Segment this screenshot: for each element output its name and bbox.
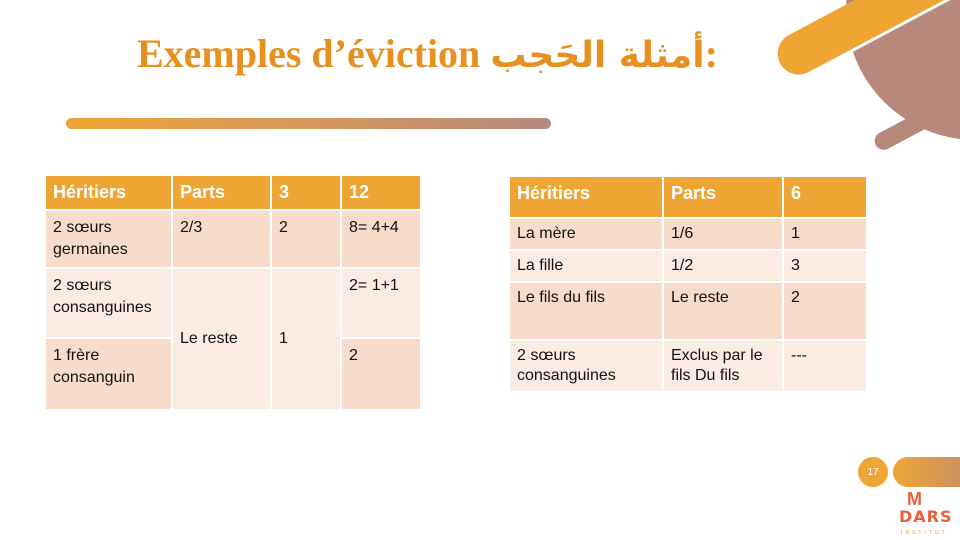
- table-row: [46, 211, 420, 267]
- header-parts: Parts: [664, 177, 782, 217]
- table-row: [510, 219, 866, 249]
- table-left: [44, 174, 422, 411]
- header-heritiers: Héritiers: [46, 176, 171, 209]
- title-french: Exemples d’éviction: [137, 31, 491, 76]
- decorative-circle: [846, 0, 960, 140]
- cell-part: Exclus par le fils Du fils: [664, 341, 782, 391]
- header-heritiers: Héritiers: [510, 177, 662, 217]
- logo-name: DARS: [899, 507, 953, 526]
- table-row: [510, 283, 866, 339]
- title-colon: :: [704, 31, 718, 76]
- table-row: [510, 341, 866, 391]
- cell-base12: 2= 1+1: [342, 269, 420, 337]
- table-header-row: [46, 176, 420, 209]
- decorative-orange-bar: [770, 0, 960, 82]
- cell-heir: 2 sœurs consanguines: [46, 269, 171, 337]
- cell-heir: 1 frère consanguin: [46, 339, 171, 409]
- cell-part: 1/6: [664, 219, 782, 249]
- cell-heir: 2 sœurs consanguines: [510, 341, 662, 391]
- cell-base3: 1: [272, 269, 340, 409]
- logo-subtitle: INSTITUT: [901, 530, 948, 536]
- cell-base6: 1: [784, 219, 866, 249]
- header-base-6: 6: [784, 177, 866, 217]
- cell-part: Le reste: [664, 283, 782, 339]
- cell-base12: 8= 4+4: [342, 211, 420, 267]
- table-right: [508, 175, 868, 393]
- table-header-row: [510, 177, 866, 217]
- cell-heir: 2 sœurs germaines: [46, 211, 171, 267]
- cell-heir: Le fils du fils: [510, 283, 662, 339]
- header-parts: Parts: [173, 176, 270, 209]
- table-row: [510, 251, 866, 281]
- header-base-3: 3: [272, 176, 340, 209]
- header-base-12: 12: [342, 176, 420, 209]
- slide-title: [137, 30, 718, 77]
- page-number-badge: 17: [858, 457, 888, 487]
- cell-base12: 2: [342, 339, 420, 409]
- page-number-bar: [893, 457, 960, 487]
- cell-base6: 2: [784, 283, 866, 339]
- table-row: [46, 269, 420, 337]
- cell-part: 1/2: [664, 251, 782, 281]
- cell-part: Le reste: [173, 269, 270, 409]
- cell-part: 2/3: [173, 211, 270, 267]
- cell-base3: 2: [272, 211, 340, 267]
- logo-mark-icon: M: [907, 489, 922, 509]
- cell-base6: ---: [784, 341, 866, 391]
- cell-base6: 3: [784, 251, 866, 281]
- title-underline: [66, 118, 551, 129]
- cell-heir: La fille: [510, 251, 662, 281]
- decorative-mauve-bar: [872, 71, 960, 153]
- cell-heir: La mère: [510, 219, 662, 249]
- dars-logo: [895, 490, 955, 540]
- title-arabic: أمثلة الحَجب: [490, 35, 705, 76]
- decorative-gap: [791, 0, 960, 80]
